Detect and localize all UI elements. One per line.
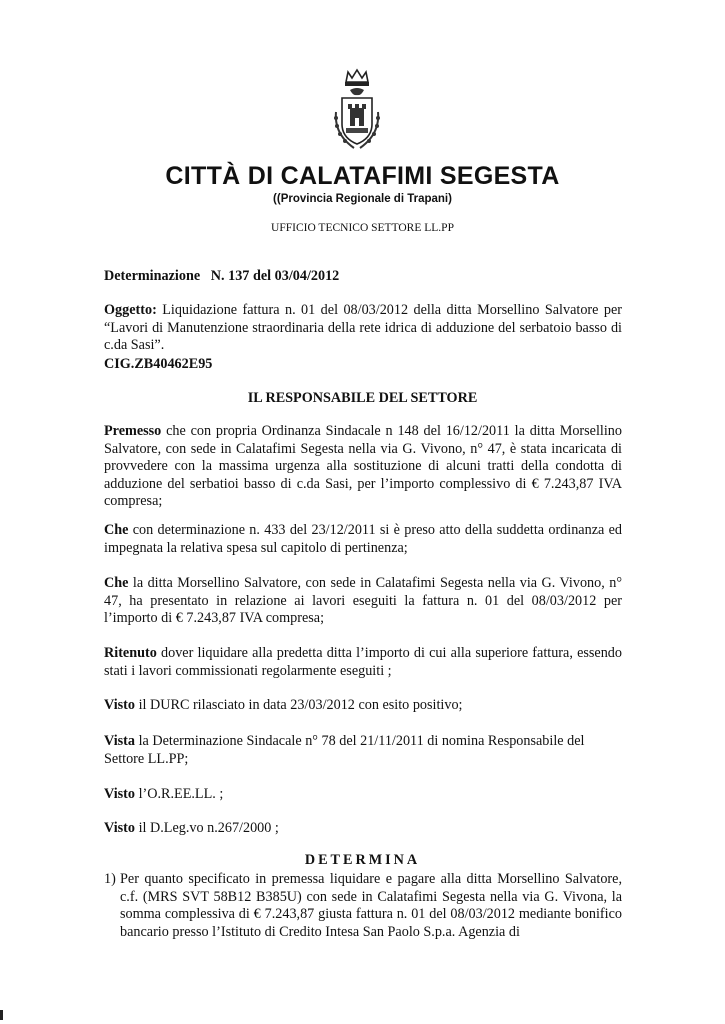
paragraph-visto-dlegvo: Visto il D.Leg.vo n.267/2000 ; [104, 820, 279, 836]
determination-number: N. 137 del 03/04/2012 [210, 268, 340, 284]
paragraph-che-2: Che la ditta Morsellino Salvatore, con sede in Calatafimi Segesta nella via G. Vivono, n° 47, ha presentato in relazione ai lavori eseguiti la fattura n. 01 del 08/03/2012 per l’importo di € 7.243,87 IVA compresa; [104, 575, 622, 627]
city-title: CITTÀ DI CALATAFIMI SEGESTA [165, 162, 560, 190]
item-text: Per quanto specificato in premessa liquidare e pagare alla ditta Morsellino Salvatore, c.f. (MRS SVT 58B12 B385U) con sede in Calatafimi Segesta nella via G. Vivona, la somma complessiva di € 7.243,87 giusta fattura n. 01 del 08/03/2012 mediante bonifico bancario presso l’Istituto di Credito Intesa San Paolo S.p.a. Agenzia di [120, 871, 622, 940]
cig-code: CIG.ZB40462E95 [104, 356, 213, 372]
responsabile-heading: IL RESPONSABILE DEL SETTORE [247, 390, 478, 406]
paragraph-ritenuto: Ritenuto dover liquidare alla predetta ditta l’importo di cui alla superiore fattura, essendo stati i lavori commissionati regolarmente eseguiti ; [104, 645, 622, 679]
subject-block [104, 302, 622, 355]
paragraph-visto-oreell: Visto l’O.R.EE.LL. ; [104, 786, 224, 802]
subject-label: Oggetto: [104, 302, 157, 318]
paragraph-premesso: Premesso che con propria Ordinanza Sindacale n 148 del 16/12/2011 la ditta Morsellino Salvatore, con sede in Calatafimi Segesta nella via G. Vivono, n° 47, è stata incaricata di provvedere con la massima urgenza alla sostituzione di alcuni tratti della condotta di adduzione del serbatioi basso di c.da Sasi, per l’importo complessivo di € 7.243,87 IVA compresa; [104, 423, 622, 510]
determination-line [104, 268, 622, 286]
item-number: 1) [104, 871, 116, 887]
office-name: UFFICIO TECNICO SETTORE LL.PP [271, 222, 454, 234]
coat-of-arms-icon [328, 68, 386, 154]
determination-label: Determinazione [104, 268, 201, 284]
paragraph-visto-durc: Visto il DURC rilasciato in data 23/03/2012 con esito positivo; [104, 697, 463, 713]
province-subtitle: ((Provincia Regionale di Trapani) [273, 193, 452, 205]
subject-text: Liquidazione fattura n. 01 del 08/03/2012 della ditta Morsellino Salvatore per “Lavori di Manutenzione straordinaria della rete idrica di adduzione del serbatoio basso di c.da Sasi”. [104, 302, 622, 354]
paragraph-vista-determinazione: Vista la Determinazione Sindacale n° 78 del 21/11/2011 di nomina Responsabile del Settore LL.PP; [104, 733, 585, 767]
paragraph-che-1: Che con determinazione n. 433 del 23/12/2011 si è preso atto della suddetta ordinanza ed impegnata la relativa spesa sul capitolo di pertinenza; [104, 522, 622, 556]
determina-heading: DETERMINA [304, 852, 421, 868]
scan-mark [0, 1010, 3, 1020]
